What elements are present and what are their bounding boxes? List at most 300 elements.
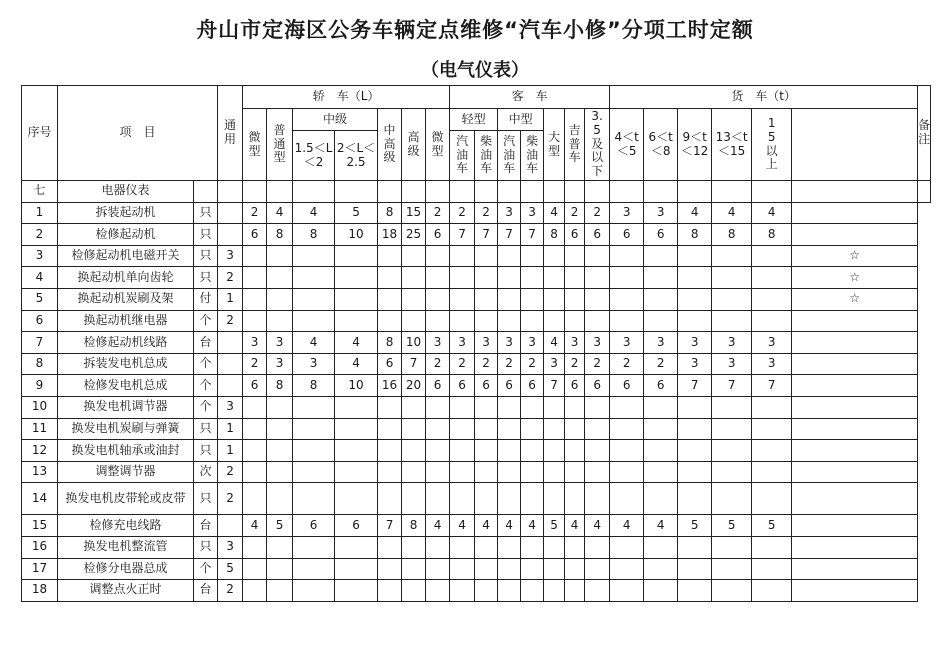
row-value	[378, 558, 402, 580]
row-value: 3	[243, 332, 267, 354]
row-value	[402, 536, 426, 558]
row-value	[678, 440, 712, 462]
row-value	[544, 461, 565, 483]
row-value: 8	[752, 224, 792, 246]
row-value: 4	[293, 202, 335, 224]
row-value: 3	[678, 353, 712, 375]
row-item: 换发电机皮带轮或皮带	[58, 483, 194, 515]
row-general	[218, 224, 243, 246]
header-sedan-micro: 微型	[243, 109, 267, 181]
row-value	[678, 483, 712, 515]
row-value: 6	[243, 224, 267, 246]
row-value: 2	[243, 202, 267, 224]
section-seq: 七	[22, 181, 58, 203]
table-row	[22, 396, 931, 418]
row-remark	[792, 310, 918, 332]
row-value	[475, 558, 498, 580]
row-value	[378, 461, 402, 483]
header-sedan-regular: 普通型	[267, 109, 293, 181]
row-value	[752, 418, 792, 440]
row-value	[267, 461, 293, 483]
row-value	[402, 461, 426, 483]
row-value: 3	[521, 332, 544, 354]
row-value	[402, 580, 426, 602]
row-value	[544, 418, 565, 440]
table-row	[22, 536, 931, 558]
row-value	[402, 440, 426, 462]
row-value	[267, 245, 293, 267]
table-row	[22, 440, 931, 462]
row-value	[378, 245, 402, 267]
row-value	[585, 580, 610, 602]
row-value	[752, 461, 792, 483]
row-item: 换发电机轴承或油封	[58, 440, 194, 462]
row-value	[475, 461, 498, 483]
row-value: 4	[752, 202, 792, 224]
header-bus-large: 大型	[544, 109, 565, 181]
header-truck-c3: 6＜t＜8	[644, 109, 678, 181]
row-value: 3	[644, 332, 678, 354]
row-unit: 个	[194, 310, 218, 332]
row-seq: 11	[22, 418, 58, 440]
row-value	[610, 396, 644, 418]
row-value	[752, 396, 792, 418]
row-value	[521, 418, 544, 440]
row-value	[267, 396, 293, 418]
row-value	[402, 288, 426, 310]
row-value	[498, 461, 521, 483]
row-value	[426, 418, 450, 440]
row-value: 6	[498, 375, 521, 397]
row-value	[450, 267, 475, 289]
row-value: 6	[475, 375, 498, 397]
row-value: 5	[335, 202, 378, 224]
row-value	[475, 267, 498, 289]
row-value	[402, 310, 426, 332]
header-sedan-mid-a: 1.5＜L＜2	[293, 131, 335, 181]
row-item: 换起动机单向齿轮	[58, 267, 194, 289]
row-value	[752, 440, 792, 462]
row-seq: 5	[22, 288, 58, 310]
row-remark	[792, 580, 918, 602]
row-value	[243, 461, 267, 483]
row-value: 4	[544, 202, 565, 224]
table-row	[22, 580, 931, 602]
row-unit: 个	[194, 558, 218, 580]
row-remark	[792, 375, 918, 397]
row-value	[335, 580, 378, 602]
row-value: 6	[426, 375, 450, 397]
row-value	[712, 558, 752, 580]
row-value: 6	[644, 375, 678, 397]
row-unit: 台	[194, 332, 218, 354]
row-value: 10	[335, 375, 378, 397]
header-truck-c5: 13＜t＜15	[712, 109, 752, 181]
row-value	[678, 418, 712, 440]
row-unit: 次	[194, 461, 218, 483]
row-seq: 9	[22, 375, 58, 397]
row-general	[218, 353, 243, 375]
row-value: 2	[426, 202, 450, 224]
row-value	[544, 558, 565, 580]
row-value	[752, 580, 792, 602]
row-value	[243, 418, 267, 440]
row-value: 2	[644, 353, 678, 375]
row-value: 2	[475, 353, 498, 375]
table-row	[22, 353, 931, 375]
row-value: 4	[450, 515, 475, 537]
row-seq: 16	[22, 536, 58, 558]
row-value	[752, 483, 792, 515]
row-remark	[792, 558, 918, 580]
row-value	[335, 461, 378, 483]
row-value: 4	[678, 202, 712, 224]
row-value: 8	[378, 202, 402, 224]
row-value	[712, 536, 752, 558]
row-value	[544, 245, 565, 267]
row-value	[644, 483, 678, 515]
row-value: 4	[544, 332, 565, 354]
row-value	[565, 580, 585, 602]
row-value: 7	[712, 375, 752, 397]
row-general: 2	[218, 267, 243, 289]
row-value	[243, 536, 267, 558]
row-item: 调整调节器	[58, 461, 194, 483]
header-seq: 序号	[22, 86, 58, 181]
row-value: 3	[610, 202, 644, 224]
row-value	[498, 536, 521, 558]
row-unit: 只	[194, 267, 218, 289]
row-item: 检修充电线路	[58, 515, 194, 537]
row-value	[521, 245, 544, 267]
header-bus: 客 车	[450, 86, 610, 109]
row-value: 4	[267, 202, 293, 224]
row-value	[752, 288, 792, 310]
row-value	[585, 461, 610, 483]
row-value: 7	[521, 224, 544, 246]
row-value	[450, 483, 475, 515]
row-value	[521, 536, 544, 558]
row-value	[475, 580, 498, 602]
row-value: 6	[426, 224, 450, 246]
row-value	[521, 396, 544, 418]
row-value	[426, 558, 450, 580]
row-value: 18	[378, 224, 402, 246]
header-bus-light-diesel: 柴油车	[475, 131, 498, 181]
row-value: 3	[610, 332, 644, 354]
row-value	[712, 288, 752, 310]
row-value	[544, 440, 565, 462]
row-value	[610, 245, 644, 267]
row-item: 换发电机整流管	[58, 536, 194, 558]
table-row	[22, 461, 931, 483]
row-value: 2	[610, 353, 644, 375]
table-row	[22, 310, 931, 332]
row-value	[335, 418, 378, 440]
row-value	[565, 440, 585, 462]
row-value: 15	[402, 202, 426, 224]
row-item: 检修发电机总成	[58, 375, 194, 397]
row-general	[218, 332, 243, 354]
header-sedan-mid: 中级	[293, 109, 378, 131]
row-value	[293, 418, 335, 440]
row-value	[402, 267, 426, 289]
row-value	[293, 396, 335, 418]
row-value	[752, 536, 792, 558]
row-value	[267, 580, 293, 602]
row-value	[475, 440, 498, 462]
row-seq: 1	[22, 202, 58, 224]
table-row	[22, 267, 931, 289]
row-value	[565, 418, 585, 440]
row-seq: 15	[22, 515, 58, 537]
row-value: 6	[585, 375, 610, 397]
row-value	[610, 580, 644, 602]
row-value: 4	[610, 515, 644, 537]
row-value: 3	[752, 353, 792, 375]
row-value: 8	[267, 224, 293, 246]
row-general: 2	[218, 483, 243, 515]
row-value	[426, 288, 450, 310]
row-seq: 2	[22, 224, 58, 246]
row-value	[402, 558, 426, 580]
row-value	[585, 440, 610, 462]
row-value	[243, 483, 267, 515]
row-value	[521, 288, 544, 310]
table-row	[22, 483, 931, 515]
row-unit: 只	[194, 483, 218, 515]
row-value: 8	[378, 332, 402, 354]
row-value: 4	[521, 515, 544, 537]
row-value: 3	[475, 332, 498, 354]
row-value	[293, 440, 335, 462]
row-item: 拆装起动机	[58, 202, 194, 224]
row-item: 检修起动机电磁开关	[58, 245, 194, 267]
row-value	[585, 418, 610, 440]
row-value	[498, 288, 521, 310]
row-general: 1	[218, 440, 243, 462]
row-seq: 7	[22, 332, 58, 354]
row-general: 2	[218, 461, 243, 483]
row-value: 6	[450, 375, 475, 397]
row-value	[678, 288, 712, 310]
row-value: 3	[426, 332, 450, 354]
row-value	[610, 288, 644, 310]
row-value	[335, 288, 378, 310]
row-value: 20	[402, 375, 426, 397]
row-value	[678, 580, 712, 602]
row-value: 3	[544, 353, 565, 375]
row-value: 3	[752, 332, 792, 354]
row-item: 调整点火正时	[58, 580, 194, 602]
row-value	[644, 310, 678, 332]
row-value	[450, 245, 475, 267]
row-value	[498, 558, 521, 580]
row-value: 3	[267, 353, 293, 375]
row-item: 拆装发电机总成	[58, 353, 194, 375]
row-value	[521, 440, 544, 462]
row-unit: 个	[194, 375, 218, 397]
row-value: 2	[585, 202, 610, 224]
row-value	[267, 483, 293, 515]
row-value	[498, 580, 521, 602]
row-value	[678, 558, 712, 580]
row-value: 6	[610, 224, 644, 246]
row-general: 5	[218, 558, 243, 580]
header-truck-c2: 4＜t＜5	[610, 109, 644, 181]
row-value	[243, 245, 267, 267]
row-value	[243, 440, 267, 462]
row-value	[426, 267, 450, 289]
row-value	[712, 483, 752, 515]
row-value	[450, 461, 475, 483]
row-value	[378, 288, 402, 310]
row-value: 4	[475, 515, 498, 537]
row-value: 4	[293, 332, 335, 354]
row-value: 7	[544, 375, 565, 397]
row-value	[565, 310, 585, 332]
row-value	[475, 396, 498, 418]
row-value: 25	[402, 224, 426, 246]
row-item: 检修分电器总成	[58, 558, 194, 580]
row-value: 2	[565, 353, 585, 375]
row-value	[267, 310, 293, 332]
row-value	[267, 267, 293, 289]
row-value: 3	[585, 332, 610, 354]
row-value	[378, 440, 402, 462]
header-bus-light: 轻型	[450, 109, 498, 131]
table-row	[22, 288, 931, 310]
row-value	[450, 440, 475, 462]
row-remark	[792, 418, 918, 440]
row-value: 5	[267, 515, 293, 537]
header-truck: 货 车（t）	[610, 86, 918, 109]
row-value	[267, 288, 293, 310]
row-value	[426, 396, 450, 418]
row-general: 1	[218, 288, 243, 310]
row-value: 3	[498, 332, 521, 354]
header-truck-c6: 15以上	[752, 109, 792, 181]
row-value: 4	[565, 515, 585, 537]
row-value	[378, 483, 402, 515]
header-sedan-midhigh: 中高级	[378, 109, 402, 181]
row-value: 4	[712, 202, 752, 224]
row-value: 4	[498, 515, 521, 537]
row-value	[335, 396, 378, 418]
row-remark	[792, 461, 918, 483]
row-value	[293, 483, 335, 515]
row-value: 3	[644, 202, 678, 224]
row-value	[585, 267, 610, 289]
table-row	[22, 202, 931, 224]
row-value	[712, 418, 752, 440]
row-value	[565, 558, 585, 580]
row-value	[450, 558, 475, 580]
row-value	[644, 418, 678, 440]
row-value: 5	[752, 515, 792, 537]
header-sedan: 轿 车（L）	[243, 86, 450, 109]
row-value	[335, 483, 378, 515]
row-value: 8	[267, 375, 293, 397]
row-value	[475, 288, 498, 310]
row-value: 2	[585, 353, 610, 375]
row-value	[610, 310, 644, 332]
row-value	[335, 558, 378, 580]
row-value: 7	[475, 224, 498, 246]
row-value: 7	[378, 515, 402, 537]
row-value: 2	[450, 353, 475, 375]
row-value	[243, 310, 267, 332]
row-value	[243, 580, 267, 602]
row-value	[498, 440, 521, 462]
row-unit: 个	[194, 353, 218, 375]
row-item: 换起动机炭刷及架	[58, 288, 194, 310]
labor-hours-table	[21, 85, 943, 602]
row-value	[335, 536, 378, 558]
row-general: 2	[218, 580, 243, 602]
document-title: 舟山市定海区公务车辆定点维修“汽车小修”分项工时定额	[196, 18, 754, 42]
row-value	[565, 483, 585, 515]
row-value: 8	[293, 224, 335, 246]
row-remark	[792, 515, 918, 537]
row-value: 10	[335, 224, 378, 246]
row-unit: 只	[194, 224, 218, 246]
row-value	[678, 536, 712, 558]
row-value: 6	[585, 224, 610, 246]
row-value	[712, 310, 752, 332]
row-item: 换发电机调节器	[58, 396, 194, 418]
row-value	[644, 288, 678, 310]
row-value	[402, 483, 426, 515]
row-value	[521, 580, 544, 602]
row-seq: 8	[22, 353, 58, 375]
row-value	[544, 288, 565, 310]
row-value	[644, 558, 678, 580]
row-value	[712, 396, 752, 418]
table-row	[22, 245, 931, 267]
row-value	[243, 396, 267, 418]
row-value	[644, 580, 678, 602]
row-value	[498, 396, 521, 418]
row-value	[450, 396, 475, 418]
row-value	[498, 418, 521, 440]
row-seq: 13	[22, 461, 58, 483]
row-unit: 付	[194, 288, 218, 310]
row-value	[267, 418, 293, 440]
row-value	[712, 245, 752, 267]
row-item: 换起动机继电器	[58, 310, 194, 332]
row-value	[450, 288, 475, 310]
row-value: 3	[521, 202, 544, 224]
row-value: 3	[498, 202, 521, 224]
row-remark	[792, 332, 918, 354]
row-general	[218, 375, 243, 397]
row-value	[498, 245, 521, 267]
row-seq: 10	[22, 396, 58, 418]
row-unit: 只	[194, 418, 218, 440]
header-bus-light-gas: 汽油车	[450, 131, 475, 181]
row-value: 2	[498, 353, 521, 375]
row-value	[293, 461, 335, 483]
row-value: 2	[521, 353, 544, 375]
row-value	[402, 418, 426, 440]
row-value	[267, 558, 293, 580]
row-value	[610, 267, 644, 289]
row-value	[426, 245, 450, 267]
row-value	[712, 461, 752, 483]
row-value	[678, 267, 712, 289]
row-value: 6	[378, 353, 402, 375]
